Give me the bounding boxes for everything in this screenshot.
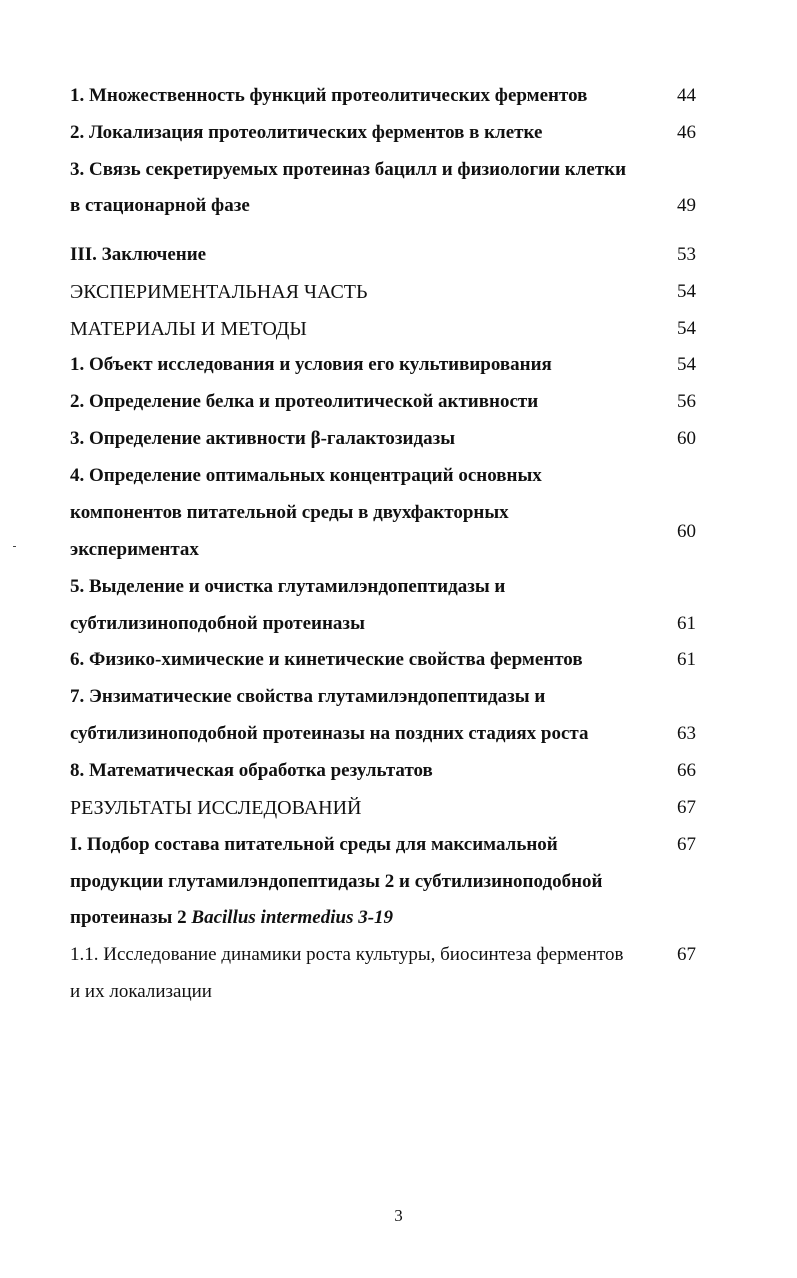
toc-section-heading: ЭКСПЕРИМЕНТАЛЬНАЯ ЧАСТЬ <box>70 281 368 303</box>
toc-page-number: 49 <box>677 195 696 216</box>
toc-entry-text <box>70 906 393 930</box>
toc-page-number: 66 <box>677 760 696 781</box>
toc-entry-text: 1. Множественность функций протеолитических ферментов <box>70 85 588 106</box>
toc-entry-text: 6. Физико-химические и кинетические свойства ферментов <box>70 649 583 670</box>
toc-entry-text: экспериментах <box>70 539 199 560</box>
toc-entry-text: продукции глутамилэндопептидазы 2 и субтилизиноподобной <box>70 871 603 892</box>
toc-entry-text-prefix: протеиназы 2 <box>70 907 192 928</box>
toc-entry-text: 1.1. Исследование динамики роста культуры, биосинтеза ферментов <box>70 944 624 965</box>
toc-entry-text: 4. Определение оптимальных концентраций основных <box>70 465 542 486</box>
toc-page-number: 54 <box>677 318 696 339</box>
toc-page-number: 61 <box>677 613 696 634</box>
toc-entry-text: в стационарной фазе <box>70 195 250 216</box>
toc-entry-text: субтилизиноподобной протеиназы <box>70 613 365 634</box>
toc-entry-text: и их локализации <box>70 981 212 1002</box>
toc-page-number: 60 <box>677 428 696 449</box>
toc-entry-text: компонентов питательной среды в двухфакторных <box>70 502 509 523</box>
toc-entry-text: 2. Определение белка и протеолитической активности <box>70 391 539 412</box>
toc-page-number: 61 <box>677 649 696 670</box>
toc-page-number: 44 <box>677 85 696 106</box>
toc-section-heading: РЕЗУЛЬТАТЫ ИССЛЕДОВАНИЙ <box>70 797 362 819</box>
toc-entry-text: 2. Локализация протеолитических ферментов в клетке <box>70 122 543 143</box>
toc-section-heading: МАТЕРИАЛЫ И МЕТОДЫ <box>70 318 307 340</box>
toc-page-number: 67 <box>677 797 696 818</box>
toc-page-number: 54 <box>677 354 696 375</box>
toc-entry-text: 3. Определение активности β-галактозидазы <box>70 428 456 449</box>
toc-entry-text: субтилизиноподобной протеиназы на поздних стадиях роста <box>70 723 589 744</box>
toc-page-number: 60 <box>677 521 696 542</box>
toc-page-number: 67 <box>677 944 696 965</box>
toc-entry-text: 7. Энзиматические свойства глутамилэндопептидазы и <box>70 686 546 707</box>
toc-page-number: 56 <box>677 391 696 412</box>
toc-entry-text: 8. Математическая обработка результатов <box>70 760 433 781</box>
toc-entry-text: III. Заключение <box>70 244 207 265</box>
toc-page-number: 53 <box>677 244 696 265</box>
toc-page-number: 63 <box>677 723 696 744</box>
page-number-footer: 3 <box>394 1206 403 1225</box>
toc-entry-text: I. Подбор состава питательной среды для максимальной <box>70 834 558 855</box>
toc-page-number: 54 <box>677 281 696 302</box>
toc-entry-text: 5. Выделение и очистка глутамилэндопептидазы и <box>70 576 506 597</box>
toc-page-number: 46 <box>677 122 696 143</box>
margin-mark <box>13 546 16 547</box>
species-name: Bacillus intermedius 3-19 <box>191 907 394 928</box>
toc-page-number: 67 <box>677 834 696 855</box>
toc-entry-text: 1. Объект исследования и условия его культивирования <box>70 354 552 375</box>
toc-entry-text: 3. Связь секретируемых протеиназ бацилл и физиологии клетки <box>70 159 627 180</box>
